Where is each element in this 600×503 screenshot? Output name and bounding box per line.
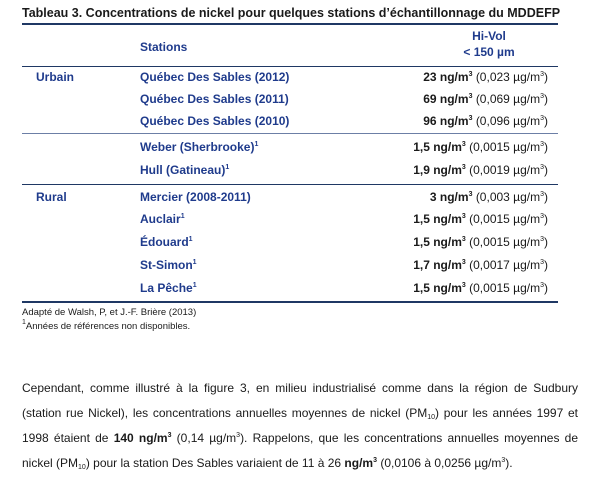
body-paragraph [22, 376, 578, 476]
station-name: Québec Des Sables (2012) [140, 70, 290, 84]
source-note: Adapté de Walsh, P, et J.-F. Brière (2013) [22, 307, 197, 318]
concentration-value: 23 $ng/m^3$ (0,023 $\mu g/m^3$) [423, 70, 548, 84]
station-name: Québec Des Sables (2011) [140, 92, 289, 106]
concentration-value: 1,5 $ng/m^3$ (0,0015 $\mu g/m^3$) [413, 235, 548, 249]
para-sup-2: 3 [236, 432, 241, 439]
footnote-mark: 1 [22, 319, 26, 326]
category-urbain: Urbain [36, 70, 75, 84]
concentration-value: 96 $ng/m^3$ (0,096 $\mu g/m^3$) [423, 114, 548, 128]
station-name: Mercier (2008-2011) [140, 190, 251, 204]
header-stations: Stations [140, 40, 188, 54]
footnote-text: Années de références non disponibles. [25, 321, 191, 332]
station-name: Auclair$^1$ [140, 212, 185, 226]
para-text-1: Cependant, comme illustré à la figure 3, en milieu industrialisé comme dans la région de Sudbury (station rue Nickel), les concentrations annuelles moyennes de nickel (PM [22, 381, 578, 420]
table-header-rule [22, 66, 558, 67]
station-name: La Pêche$^1$ [140, 281, 197, 295]
concentration-value: 3 $ng/m^3$ (0,003 $\mu g/m^3$) [429, 190, 548, 204]
station-name: Québec Des Sables (2010) [140, 114, 290, 128]
para-sup-3: 3 [373, 457, 377, 464]
concentration-value: 69 $ng/m^3$ (0,069 $\mu g/m^3$) [423, 92, 548, 106]
para-text-7: ). [505, 456, 513, 470]
concentration-value: 1,5 $ng/m^3$ (0,0015 $\mu g/m^3$) [413, 281, 548, 295]
concentration-value: 1,5 $ng/m^3$ (0,0015 $\mu g/m^3$) [413, 140, 548, 154]
para-bold-2: ng/m [344, 456, 374, 470]
category-rural: Rural [36, 190, 67, 204]
station-name: Hull (Gatineau)$^1$ [140, 163, 230, 177]
header-hivol-line1: Hi-Vol [472, 29, 506, 43]
para-text-4: ). Rappelons, que les concentrations annuelles moyennes de nickel (PM [22, 431, 579, 470]
header-hivol-line2: < 150 µm [463, 45, 515, 59]
concentration-value: 1,7 $ng/m^3$ (0,0017 $\mu g/m^3$) [413, 258, 548, 272]
para-text-5: ) pour la station Des Sables variaient de 11 à 26 [85, 456, 345, 470]
para-sub-2: 10 [78, 464, 86, 471]
para-text-3: (0,14 µg/m [171, 431, 237, 445]
row-separator [22, 133, 558, 134]
footnote [22, 321, 190, 332]
station-name: St-Simon$^1$ [140, 258, 197, 272]
table-top-rule [22, 23, 558, 25]
para-text-2: ) pour les années 1997 et 1998 étaient de [22, 406, 578, 445]
table-bottom-rule [22, 301, 558, 303]
concentration-value: 1,9 $ng/m^3$ (0,0019 $\mu g/m^3$) [413, 163, 548, 177]
station-name: Édouard$^1$ [140, 235, 193, 249]
category-separator [22, 184, 558, 185]
concentration-value: 1,5 $ng/m^3$ (0,0015 $\mu g/m^3$) [413, 212, 548, 226]
para-sup-1: 3 [167, 432, 172, 439]
station-name: Weber (Sherbrooke)$^1$ [140, 140, 259, 154]
para-text-6: (0,0106 à 0,0256 µg/m [377, 456, 502, 470]
para-sup-4: 3 [501, 457, 506, 464]
para-sub-1: 10 [427, 414, 436, 421]
header-hivol [430, 28, 548, 60]
table-caption: Tableau 3. Concentrations de nickel pour quelques stations d’échantillonnage du MDDEFP [22, 6, 561, 20]
para-bold-1: 140 ng/m [113, 431, 168, 445]
